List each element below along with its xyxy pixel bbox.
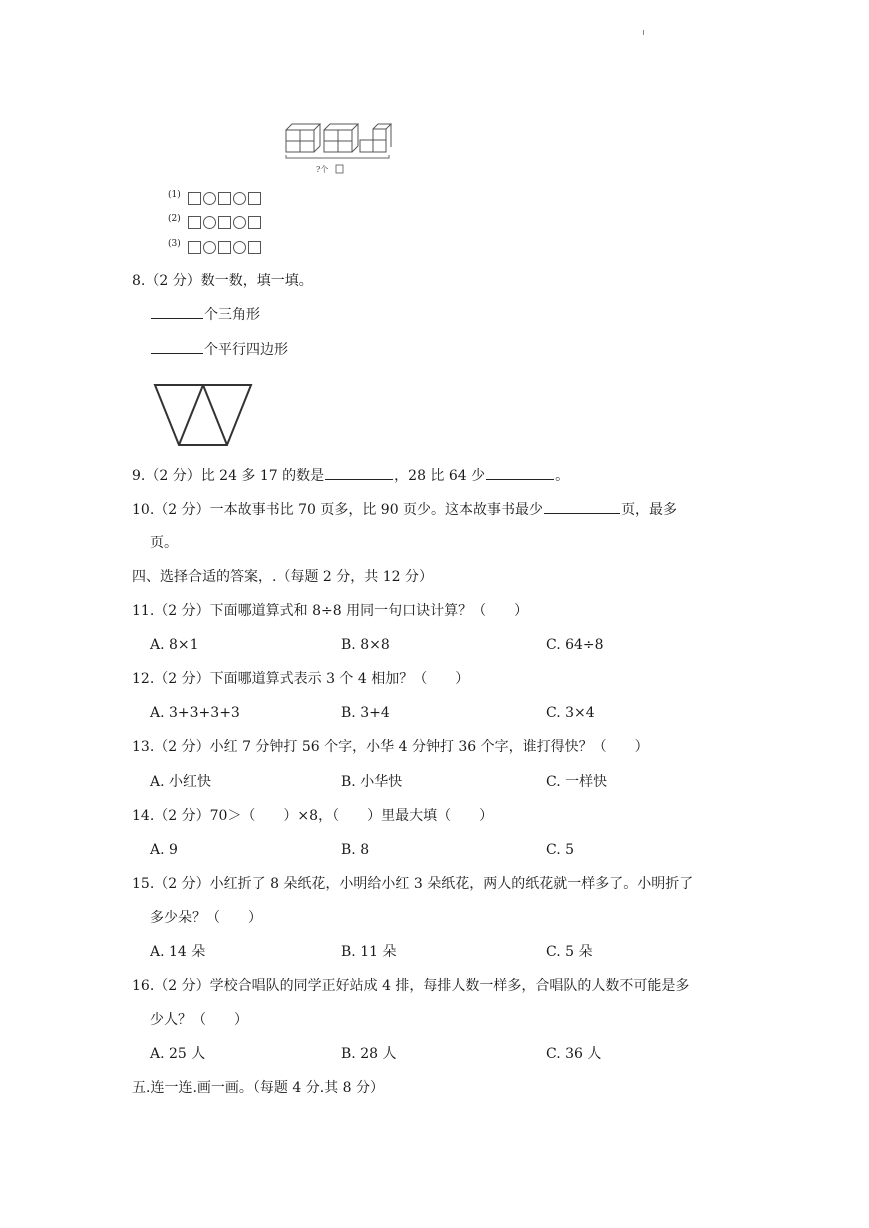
q8-line-2-text: 个平行四边形	[204, 342, 288, 358]
q15-option-b[interactable]: B. 11 朵	[341, 944, 397, 960]
q8-line-2	[150, 339, 288, 360]
small-cube	[336, 165, 343, 173]
shape-row-2	[187, 212, 262, 226]
q12-option-a[interactable]: A. 3+3+3+3	[150, 705, 240, 721]
section-5-title: 五.连一连.画一画。（每题 4 分.其 8 分）	[132, 1080, 384, 1096]
q13-option-b[interactable]: B. 小华快	[341, 774, 403, 790]
q14-stem: 14.（2 分）70＞（ ）×8，（ ）里最大填（ ）	[132, 808, 494, 824]
q11-stem: 11.（2 分）下面哪道算式和 8÷8 用同一句口诀计算？（ ）	[132, 603, 529, 619]
q8-blank-2[interactable]	[151, 339, 203, 354]
row-label-3: (3)	[168, 239, 181, 249]
q9-text-1: 9.（2 分）比 24 多 17 的数是	[132, 468, 325, 484]
q11-option-c[interactable]: C. 64÷8	[546, 637, 604, 653]
q15-stem-2: 多少朵？（ ）	[150, 910, 262, 926]
q14-option-b[interactable]: B. 8	[341, 842, 370, 858]
q16-stem-2: 少人？（ ）	[150, 1012, 248, 1028]
shape-row-1	[187, 188, 262, 202]
q14-option-a[interactable]: A. 9	[150, 842, 178, 858]
q9-blank-1[interactable]	[325, 465, 393, 480]
q14-option-c[interactable]: C. 5	[546, 842, 575, 858]
triangles-figure	[152, 382, 254, 448]
q9-text-3: 。	[555, 468, 570, 484]
q16-option-c[interactable]: C. 36 人	[546, 1046, 602, 1062]
cube-stack-1	[286, 124, 320, 152]
q12-option-b[interactable]: B. 3+4	[341, 705, 390, 721]
q15-stem-1: 15.（2 分）小红折了 8 朵纸花，小明给小红 3 朵纸花，两人的纸花就一样多了。小明折了	[132, 876, 694, 892]
q8-line-1	[150, 304, 260, 325]
q9	[132, 465, 569, 486]
q10-text-2: 页，最多	[621, 502, 678, 518]
cubes-figure	[280, 118, 392, 180]
q8-line-1-text: 个三角形	[204, 307, 260, 323]
q13-option-a[interactable]: A. 小红快	[150, 774, 212, 790]
q10-text-1: 10.（2 分）一本故事书比 70 页多，比 90 页少。这本故事书最少	[132, 502, 544, 518]
q11-option-b[interactable]: B. 8×8	[341, 637, 390, 653]
q16-option-b[interactable]: B. 28 人	[341, 1046, 397, 1062]
row-label-2: (2)	[168, 214, 181, 224]
q9-text-2: ，28 比 64 少	[394, 468, 486, 484]
q10-line-2: 页。	[150, 535, 178, 551]
shape-row-3	[187, 237, 262, 251]
q8-blank-1[interactable]	[151, 304, 203, 319]
q12-stem: 12.（2 分）下面哪道算式表示 3 个 4 相加？（ ）	[132, 671, 470, 687]
cube-stack-2	[324, 124, 358, 152]
section-4-title: 四、选择合适的答案，.（每题 2 分，共 12 分）	[132, 569, 433, 585]
cube-stack-3	[360, 124, 391, 152]
q10-blank-1[interactable]	[544, 499, 620, 514]
q16-stem-1: 16.（2 分）学校合唱队的同学正好站成 4 排，每排人数一样多，合唱队的人数不可能是多	[132, 978, 690, 994]
q12-option-c[interactable]: C. 3×4	[546, 705, 595, 721]
q11-option-a[interactable]: A. 8×1	[150, 637, 199, 653]
row-label-1: (1)	[168, 190, 181, 200]
brace	[286, 155, 389, 158]
q13-stem: 13.（2 分）小红 7 分钟打 56 个字，小华 4 分钟打 36 个字，谁打得快？（ ）	[132, 739, 649, 755]
q16-option-a[interactable]: A. 25 人	[150, 1046, 206, 1062]
q10	[132, 499, 677, 520]
q13-option-c[interactable]: C. 一样快	[546, 774, 608, 790]
q8-stem: 8.（2 分）数一数，填一填。	[132, 273, 313, 289]
q15-option-c[interactable]: C. 5 朵	[546, 944, 593, 960]
page-mark	[643, 30, 644, 35]
q9-blank-2[interactable]	[486, 465, 554, 480]
q15-option-a[interactable]: A. 14 朵	[150, 944, 206, 960]
cubes-caption: ?个	[316, 165, 329, 174]
